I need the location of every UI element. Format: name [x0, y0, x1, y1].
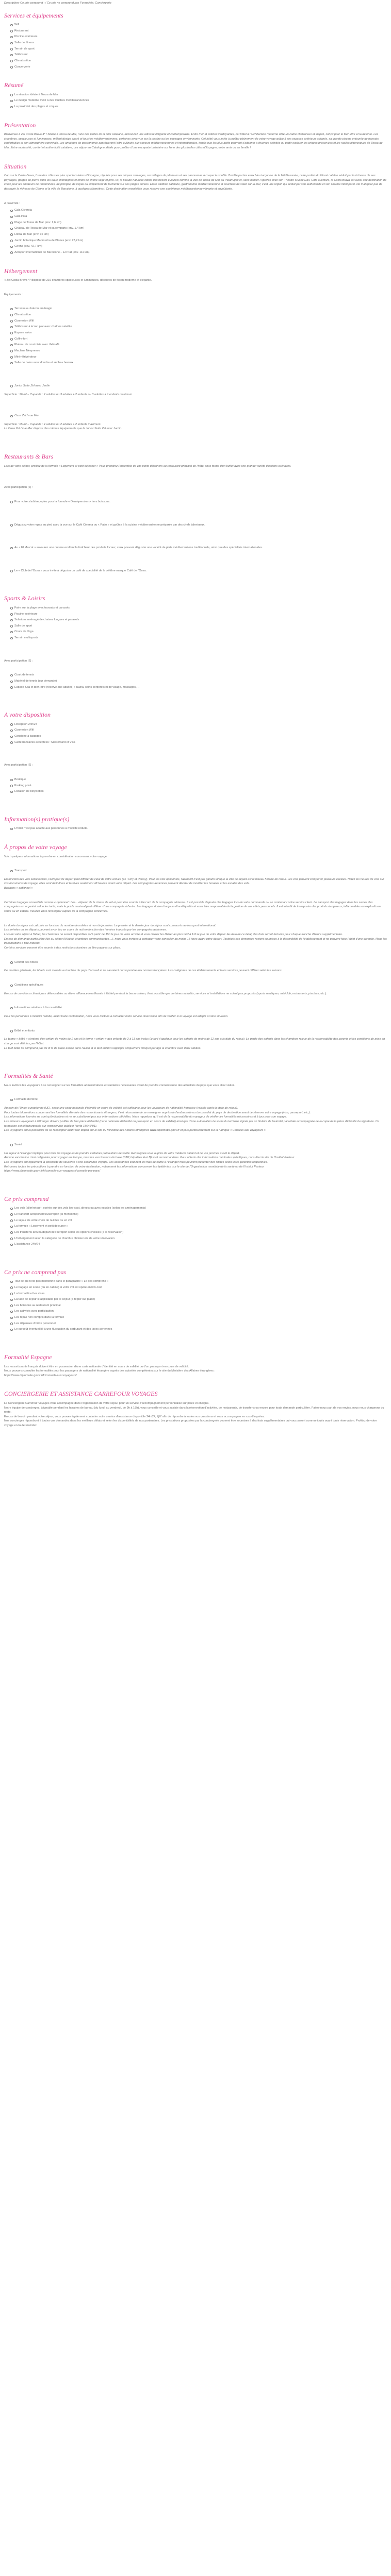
list-item: Les vols (aller/retour), opérés sur des vols low-cost, directs ou avec escales (selon les aménagements) [14, 1206, 387, 1211]
formalites-block [4, 1097, 387, 1102]
list-item: Location de bicyclettes [14, 789, 387, 794]
room-type-name: Junior Suite Zel avec Jardin [14, 384, 387, 388]
propos-section [4, 843, 387, 1050]
formalites-heading: Santé [14, 1143, 387, 1147]
list-item: Le design moderne mêlé à des touches méditerranéennes [14, 98, 387, 103]
conciergerie-title: CONCIERGERIE ET ASSISTANCE CARREFOUR VOYAGES [4, 1390, 158, 1398]
proximity-label: A proximité : [4, 201, 20, 205]
services-title: Services et équipements [4, 11, 63, 19]
sports-title: Sports & Loisirs [4, 595, 45, 602]
propos-heading: Conditions spécifiques [14, 983, 387, 988]
formalites-intro: Nous invitons les voyageurs à se renseigner sur les formalités administratives et sanitaires nécessaires avant de prendre connaissance des actualités du pays que vous allez visiter. [4, 1083, 235, 1087]
propos-block [4, 983, 387, 988]
propos-heading: Transport [14, 869, 387, 873]
list-item: Le « Club de l'Ocea » vous invite à déguster un café de spécialité de la célèbre marque Café de l'Ocea. [14, 569, 387, 573]
disposition-title: A votre disposition [4, 711, 51, 719]
list-item: Les boissons au restaurant principal [14, 1303, 387, 1308]
list-item: Court de tennis [14, 673, 387, 677]
restaurants-title: Restaurants & Bars [4, 453, 54, 461]
list-item: Climatisation [14, 59, 387, 63]
restaurants-section [4, 453, 387, 573]
sports-list [4, 606, 387, 640]
description-header [4, 1, 387, 6]
infos-list [4, 826, 387, 831]
resume-title: Résumé [4, 81, 24, 89]
restaurants-list-4 [4, 569, 387, 573]
list-item: La formalité et les visas [14, 1292, 387, 1296]
list-item: Espace salon [14, 331, 387, 335]
list-item: Le transfert aéroport/hôtel/aéroport (si mentionné) [14, 1212, 387, 1217]
sports-section [4, 595, 387, 689]
formalites-heading: Formalité d'entrée [14, 1097, 387, 1102]
room-type-list [4, 384, 387, 388]
presentation-text: Bienvenue à Zel Costa Brava 4* ! Située à Tossa de Mar, l'une des perles de la côte catalane, découvrez une adresse élégante et contemporaine. Entre mer et collines verdoyantes, cet hôtel à l'architecture moderne offre un cadre chaleureux et inspiré, conçu pour le bien-être et la détente. Les chambres, spacieuses et lumineuses, mêlent design épuré et touches méditerranéennes, certaines avec vue sur la piscine ou les paysages environnants. Cet hôtel vous invite à profiter pleinement de votre voyage grâce à ses espaces extérieurs soignés, sa grande piscine entourée de transats confortables et son atmosphère conviviale. Les amateurs de gastronomie apprécieront l'offre culinaire aux saveurs méditerranéennes et internationales, tandis que les plus actifs pourront s'adonner à diverses activités ou partir explorer les criques préservées et les ruelles pittoresques de Tossa de Mar. Entre modernité, confort et authenticité catalane, ces séjour en Catalogne idéale pour profiter d'une escapade balnéaire sur l'une des plus belles côtes d'Espagne, entre amis ou en famille ! [4, 133, 383, 150]
formalites-block [4, 1143, 387, 1147]
formalite-pays-text: Les ressortissants français doivent être en possession d'une carte nationale d'identité en cours de validité ou d'un passeport en cours de validité. Nous pouvons consulter les formalités pour les passagers de nationalité étrangère auprès des autorités compétentes sur le site du Ministère des Affaires étrangères : https://www.diplomatie.gouv.fr/fr/conseils-aux-voyageurs/ [4, 1365, 216, 1377]
list-item: Cala Pola [14, 214, 387, 219]
propos-subtitle: Voici quelques informations à prendre en considération concernant votre voyage. [4, 855, 108, 858]
disposition-list [4, 722, 387, 745]
propos-text: Certaines bagages convertible comme « optionnel : Les... dépend de la classe de vol et peut être soumis à l'accord de la compagnie aérienne. Il est possible d'ajouter des bagages lors de votre commande ou en contactant notre service client. Le transport des bagages dans les soutes des compagnies est organisé selon les tarifs, mais le poids maximal peut différer d'une compagnie à l'autre. Les bagages doivent toujours être étiquetés et vous êtes responsable de la gestion de vos effets personnels. Il est interdit de transporter des produits dangereux, inflammables ou explosifs en soute ou en cabine. Veuillez vous renseigner auprès de la compagnie concernée. [4, 901, 381, 913]
propos-text: Pour les personnes à mobilité réduite, avant toute confirmation, nous vous invitons à contacter notre service réservation afin de vérifier si le voyage est adapté à votre situation. [4, 1014, 229, 1018]
comprend-section [4, 1195, 387, 1247]
list-item: Concergerie [14, 65, 387, 70]
comprend-title: Ce prix comprend [4, 1195, 49, 1202]
comprend-list [4, 1206, 387, 1247]
list-item: Connexion Wifi [14, 319, 387, 324]
list-item: La situation idéale à Tossa de Mar [14, 93, 387, 97]
list-item: Aéroport international de Barcelone – El Prat (env. 111 km) [14, 250, 387, 255]
restaurants-list-3 [4, 546, 387, 550]
propos-text: De manière générale, les hôtels sont classés au barème du pays d'accueil et ne sauraient correspondre aux normes françaises. Les catégories de ces établissements et leurs services peuvent différer selon les saisons. [4, 969, 283, 973]
list-item: Carte bancaires acceptées : Mastercard et Visa [14, 740, 387, 745]
list-item: Terrain de sport [14, 47, 387, 52]
room-type-list-2 [4, 414, 387, 418]
formalites-text: Un séjour à l'étranger implique pour tous les voyageurs de prendre certaines précautions de santé. Renseignez-vous auprès de votre médecin traitant et de vos proches avant le départ. Aucune vaccination n'est obligatoire pour voyager en Europe, mais les vaccinations de base (DTP, hépatites A et B) sont recommandées. Pour obtenir des informations médicales spécifiques, consultez le site de l'Institut Pasteur. Les voyageurs ont également la possibilité de souscrire à une assurance voyage. Les assurances couvrent les frais de santé à l'étranger mais peuvent présenter des limites selon leurs garanties respectives. Retrouvez toutes les précautions à prendre en fonction de votre destination, notamment les informations concernant les épidémies, sur le site de l'Organisation mondiale de la santé ou de l'Institut Pasteur. https://www.diplomatie.gouv.fr/fr/conseils-aux-voyageurs/conseils-par-pays/ [4, 1151, 295, 1173]
list-item: Cala Giverola [14, 208, 387, 213]
list-item: Le bagage en soute (ou en cabine) si votre vol est opéré en low-cost [14, 1285, 387, 1290]
list-item: Restaurant [14, 29, 387, 33]
list-item: Salle de fitness [14, 41, 387, 45]
list-item: Pour votre s'arbitre, optez pour la formule « Demi-pension » hors boissons. [14, 500, 387, 504]
list-item: Réception 24h/24 [14, 722, 387, 727]
disposition-paying-label: Avec participation (€) : [4, 764, 33, 767]
resume-section [4, 81, 387, 109]
list-item: Espace Spa et bien-être (réservé aux adultes) : sauna, soins corporels et de visage, massages,… [14, 685, 387, 690]
propos-text: Le terme « bébé » s'entend d'un enfant de moins de 2 ans et le terme « enfant » des enfants de 2 à 11 ans inclus (le tarif s'applique pour les enfants de moins de 12 ans à la date du retour). La garde des enfants dans les chambres relève de la responsabilité des parents et les conditions de prise en charge sont définies par l'hôtel. Le tarif bébé ne comprend pas de lit ni de place assise dans l'avion et le tarif enfant s'applique uniquement lorsqu'il partage la chambre avec deux adultes. [4, 1038, 385, 1050]
proximity-list [4, 208, 387, 255]
sports-paying-label: Avec participation (€) : [4, 659, 33, 663]
list-item: Téléviseur [14, 53, 387, 57]
list-item: Girona (env. 42,7 km) [14, 244, 387, 249]
propos-block [4, 1029, 387, 1033]
hebergement-intro: « Zel Costa Brava 4* dispose de 216 chambres spacieuses et lumineuses, décorées de façon moderne et élégante. [4, 278, 152, 282]
room-type-text: Superficie : 36 m² – Capacité : 2 adultes ou 3 adultes + 2 enfants ou 3 adultes + 1 enfants maximum [4, 393, 133, 396]
propos-block [4, 960, 387, 965]
disposition-section [4, 711, 387, 794]
restaurants-list-2 [4, 523, 387, 528]
list-item: Le surcoût éventuel lié à une fluctuation du carburant et des taxes aériennes [14, 1327, 387, 1332]
conciergerie-section [4, 1390, 387, 1428]
list-item: Terrasse ou balcon aménagé [14, 307, 387, 311]
formalites-text: Au sein de l'Union européenne (UE), seule une carte nationale d'identité en cours de validité est suffisante pour les voyageurs de nationalité française (valable après la date de retour). Pour toutes informations concernant les formalités d'entrée des ressortissants étrangers, il est nécessaire de se renseigner auprès de l'ambassade ou du consulat du pays de destination avant de réserver votre voyage (visa, passeport, etc.). Les informations fournies ne sont qu'indicatives et ne se substituent pas aux informations officielles. Nous rappelons qu'il est de la responsabilité du voyageur de vérifier les formalités nécessaires et à jour pour son voyage. Les mineurs voyageant à l'étranger doivent justifier de leur pièce d'identité (carte nationale d'identité ou passeport en cours de validité) ainsi que d'une autorisation de sortie du territoire signée par un titulaire de l'autorité parentale accompagnée de la copie de la pièce d'identité du signataire. Ce formulaire est téléchargeable sur www.service-public.fr (cerfa 15646*01). Les voyageurs ont la possibilité de se renseigner avant leur départ sur le site du Ministère des Affaires étrangères www.diplomatie.gouv.fr et plus particulièrement sur la rubrique « Conseils aux voyageurs ». [4, 1106, 379, 1132]
hebergement-title: Hébergement [4, 267, 38, 275]
propos-heading: Confort des hôtels [14, 960, 387, 965]
list-item: Les transferts arrivée/départ de l'aéroport selon les options choisies (à la réservation) [14, 1230, 387, 1235]
list-item: L'hébergement selon la catégorie de chambre choisie lors de votre réservation [14, 1236, 387, 1241]
hebergement-section [4, 267, 387, 432]
list-item: L'hôtel n'est pas adapté aux personnes à mobilité réduite. [14, 826, 387, 831]
resume-list [4, 93, 387, 109]
list-item: Dégustez votre repas au pied avec la vue sur le Café Cinema ou « Patio » et goûtez à la cuisine méditerranéenne préparée par des chefs talentueux. [14, 523, 387, 528]
situation-text: Cap sur la Costa Brava, l'une des côtes les plus spectaculaires d'Espagne, réputée pour ses criques sauvages, ses villages de pêcheurs et ses panoramas à couper le souffle. Bordée par les eaux bleu turquoise de la Méditerranée, cette portion du littoral catalan séduit par la richesse de ses paysages, gorges de pierre dans les eaux, montagnes et forêts de chêne-liège et pins. Ici, la beauté naturelle côtoie des trésors culturels comme la ville de Tossa de Mar ou Palafrugell et, sans oublier Figueres avec son Théâtre-Musée Dalí. Côté aventure, la Costa Brava est aussi une destination de choix pour les amateurs de randonnées, de plongée, de kayak ou simplement de farniente sur ses plages dorées. Entre tradition catalane, gastronomie méditerranéenne et couchers de soleil sur la mer, c'est une région qui séduit par son authenticité et son charme intemporel. Ne manquez pas de découvrir la richesse de Girone et la ville de Barcelone, à quelques kilomètres ! Cette destination ensoleillée vous réserve une expérience méditerranéenne vibrante et envoûtante. [4, 174, 387, 191]
propos-text: En cas de conditions climatiques défavorables ou d'une affluence insuffisante à l'hôtel pendant la basse saison, il est possible que certaines activités, services et installations ne soient pas proposés (sports nautiques, miniclub, restaurants, piscines, etc.). [4, 992, 327, 995]
list-item: Boutique [14, 777, 387, 782]
list-item: Consigne à bagages [14, 734, 387, 739]
conciergerie-text: Le Conciergerie Carrefour Voyages vous accompagne dans l'organisation de votre séjour pour un service d'accompagnement personnalisé sur place et en ligne. Notre équipe de concierges, joignable pendant les horaires de bureau (du lundi au vendredi, de 9h à 18h), vous conseille et vous assiste dans la réservation d'activités, de restaurants, de transferts ou encore pour toute demande particulière. Faites-nous part de vos envies, nous nous chargeons du reste. En cas de besoin pendant votre séjour, vous pouvez également contacter notre service d'assistance disponible 24h/24, 7j/7 afin de répondre à toutes vos questions et vous accompagner en cas d'imprévu. Nos concierges répondront à toutes vos demandes dans les meilleurs délais et selon les disponibilités de nos partenaires. Les prestations proposées par la conciergerie peuvent être soumises à des frais supplémentaires qui vous seront communiqués avant toute réservation. Profitez de votre voyage en toute sérénité ! [4, 1401, 384, 1428]
non-comprend-section [4, 1268, 387, 1332]
presentation-title: Présentation [4, 121, 36, 129]
situation-section [4, 163, 387, 255]
room-type-name: Casa Zel / vue Mer [14, 414, 387, 418]
formalites-section [4, 1072, 387, 1174]
list-item: Connexion Wifi [14, 728, 387, 733]
propos-block [4, 869, 387, 873]
room-type-text: Superficie : 65 m² – Capacité : 4 adultes ou 2 adultes + 2 enfants maximum La Casa Zel / vue Mer dispose des mêmes équipements que la Junior Suite Zel avec Jardin. [4, 422, 122, 431]
propos-title: À propos de votre voyage [4, 843, 67, 851]
list-item: Château de Tossa de Mar et sa remparts (env. 1,4 km) [14, 226, 387, 231]
list-item: Piscine extérieure [14, 612, 387, 617]
situation-title: Situation [4, 162, 27, 170]
infos-section [4, 816, 387, 831]
propos-heading: Bébé et enfants [14, 1029, 387, 1033]
list-item: Tout ce qui n'est pas mentionné dans le paragraphe « Le prix comprend » [14, 1279, 387, 1284]
list-item: Cours de Yoga [14, 630, 387, 634]
list-item: Coffre-fort [14, 337, 387, 342]
list-item: Wifi [14, 23, 387, 27]
list-item: Climatisation [14, 313, 387, 317]
sports-paying-list [4, 673, 387, 689]
infos-title: Information(s) pratique(s) [4, 816, 70, 823]
propos-text: La durée du séjour est calculée en fonction du nombre de nuitées et non de journées. Le premier et le dernier jour du séjour sont consacrés au transport international. Les arrivées ou les départs peuvent avoir lieu en cours de nuit en fonction des horaires imposés par les compagnies aériennes. Lors de votre séjour à l'hôtel, les chambres ne seront disponibles qu'à partir de 15h le jour de votre arrivée et vous devrez les libérer au plus tard à 11h le jour de votre départ. Au-delà de ce délai, des frais seront facturés pour chaque tranche d'heure supplémentaire. En cas de demande particulière liée au séjour (lit bébé, chambres communicantes,...), nous vous invitons à contacter votre conseiller au moins 15 jours avant votre départ. Toutefois ces demandes restent soumises à la disponibilité de l'établissement et ne peuvent faire l'objet d'une garantie. Nous les transmettons à titre indicatif. Certains services peuvent être soumis à des restrictions horaires ou être payants sur place. [4, 924, 387, 950]
list-item: L'assistance 24h/24 [14, 1242, 387, 1247]
list-item: Salle de sport [14, 624, 387, 629]
list-item: Jardin botanique Marimurtra de Blanes (env. 23,2 km) [14, 239, 387, 243]
services-list [4, 23, 387, 69]
formalite-pays-section [4, 1353, 387, 1378]
list-item: Les activités avec participation [14, 1309, 387, 1314]
list-item: La taxe de séjour si applicable par le séjour (à régler sur place) [14, 1297, 387, 1302]
list-item: Mini-réfrigérateur [14, 355, 387, 360]
list-item: Faire sur la plage avec transats et parasols [14, 606, 387, 611]
list-item: Les repas non compris dans la formule [14, 1315, 387, 1320]
propos-block [4, 1006, 387, 1010]
non-comprend-list [4, 1279, 387, 1332]
list-item: Terrain multisports [14, 636, 387, 640]
restaurants-paying-label: Avec participation (€) : [4, 486, 33, 489]
list-item: Machine Nespresso [14, 349, 387, 353]
list-item: Matériel de tennis (sur demande) [14, 679, 387, 684]
description-text: Description: Ce prix comprend : / Ce prix ne comprend pas Formalités: Conciergerie [4, 2, 111, 5]
propos-heading: Informations relatives à l'accessibilité [14, 1006, 387, 1010]
equipment-list [4, 307, 387, 365]
list-item: La formule « Logement et petit déjeuner » [14, 1224, 387, 1229]
list-item: Parking privé [14, 784, 387, 788]
list-item: Les dépenses d'ordre personnel [14, 1321, 387, 1326]
propos-text: En fonction des vols sélectionnés, l'aéroport de départ peut différer de celui de votre arrivée (ex : Orly et Roissy). Pour les vols optionnels, l'aéroport n'est pas garanti lorsque la ville de départ est le fuseau horaire de retour. Les vols peuvent comporter plusieurs escales. Notez les heures de vols sur vos documents de voyage, elles sont définitives et tardives seulement 48 heures avant votre départ. Les compagnies aériennes peuvent décider de modifier les horaires et les escales des vols. Bagages « optionnel » [4, 877, 384, 890]
list-item: Téléviseur à écran plat avec chaînes satellite [14, 325, 387, 329]
disposition-paying-list [4, 777, 387, 794]
non-comprend-title: Ce prix ne comprend pas [4, 1268, 67, 1276]
list-item: Au « El Mercat » savourez une cuisine exaltant la fraîcheur des produits locaux, ceux pouvant déguster une variété de plats méditerranéens traditionnels, ainsi que des spécialités internationales. [14, 546, 387, 550]
formalite-pays-title: Formalité Espagne [4, 1353, 52, 1361]
list-item: Le séjour de votre choix de nuitées ou en vol [14, 1218, 387, 1223]
equipment-label: Équipements : [4, 293, 23, 296]
restaurants-list [4, 500, 387, 504]
list-item: Piscine extérieure [14, 35, 387, 39]
list-item: Plateau de courtoisie avec thé/café [14, 343, 387, 347]
presentation-section [4, 122, 387, 150]
list-item: La proximité des plages et criques [14, 105, 387, 109]
list-item: Solarium aménagé de chaises longues et parasols [14, 618, 387, 622]
list-item: Salle de bains avec douche et sèche-cheveux [14, 361, 387, 365]
restaurants-text: Lors de votre séjour, profitez de la formule « Logement et petit-déjeuner » Vous prendrez l'ensemble de vos petits déjeuners au restaurant principal de l'hôtel sous forme d'un buffet avec une grande variété d'options culinaires. [4, 464, 291, 468]
list-item: Litoral de Mar (env. 16 km) [14, 232, 387, 237]
formalites-title: Formalités & Santé [4, 1072, 53, 1080]
list-item: Plage de Tossa de Mar (env. 1,6 km) [14, 221, 387, 225]
services-section [4, 12, 387, 70]
